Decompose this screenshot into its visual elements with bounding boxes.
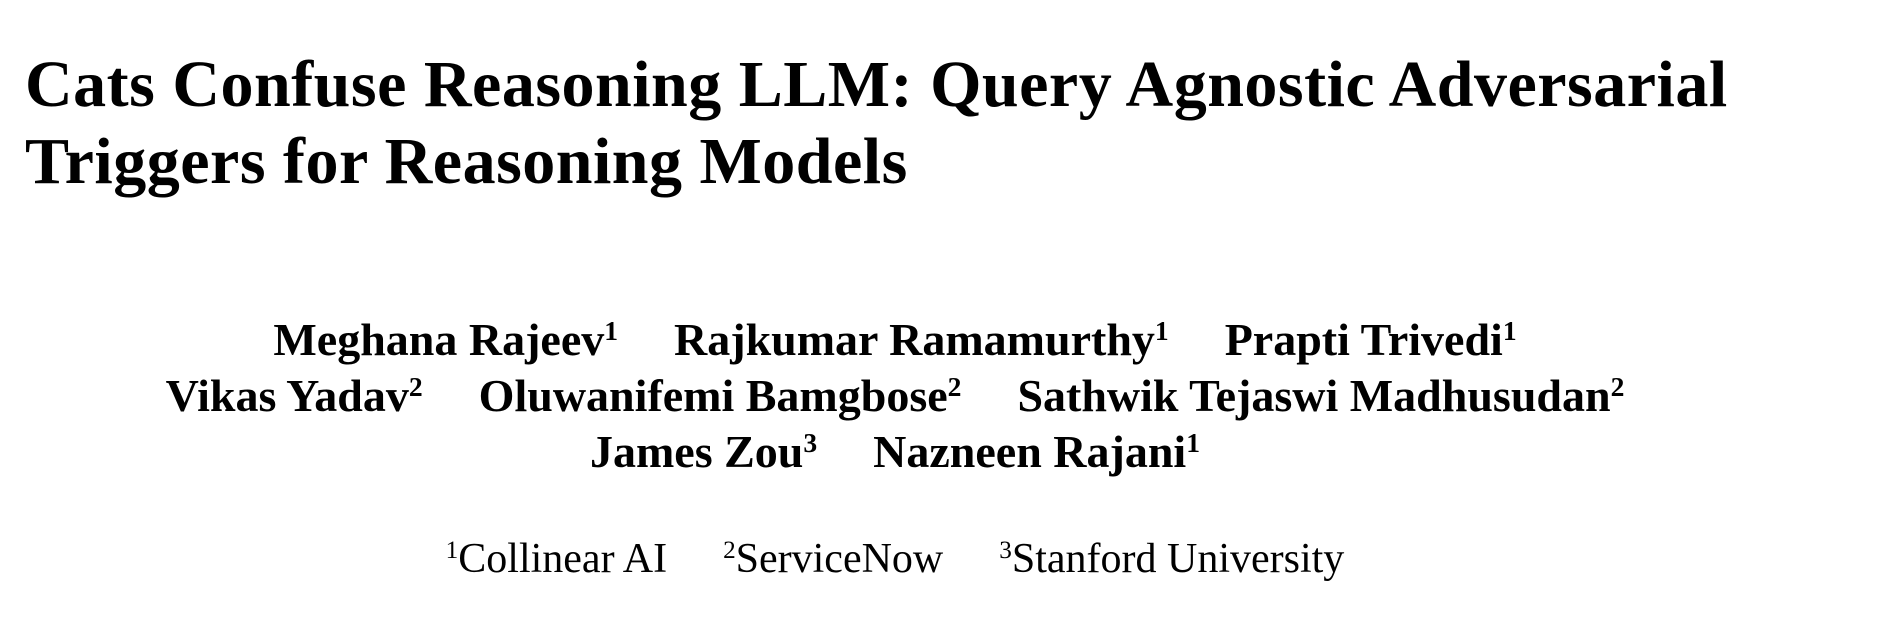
affiliation: $^2$ServiceNow	[723, 536, 944, 582]
affiliation: $^1$Collinear AI	[445, 536, 668, 582]
affiliation-superscript: 3	[999, 537, 1012, 565]
author-affiliation-superscript: 1	[1186, 426, 1201, 458]
paper-title	[0, 0, 1900, 200]
author-row	[0, 312, 1790, 368]
author-affiliation-superscript: 2	[408, 370, 423, 402]
author-name: Meghana Rajeev$^1$	[273, 314, 619, 365]
author-name: Rajkumar Ramamurthy$^1$	[674, 314, 1169, 365]
paper-title-line-1: Cats Confuse Reasoning LLM: Query Agnostic Adversarial	[25, 48, 1728, 121]
author-affiliation-superscript: 1	[1502, 314, 1517, 346]
author-name: Sathwik Tejaswi Madhusudan$^2$	[1017, 370, 1625, 421]
author-block	[0, 312, 1900, 480]
paper-title-line-2: Triggers for Reasoning Models	[25, 125, 908, 198]
author-name: Nazneen Rajani$^1$	[873, 426, 1201, 477]
author-affiliation-superscript: 2	[1610, 370, 1625, 402]
affiliation-block	[0, 534, 1900, 584]
affiliation: $^3$Stanford University	[999, 536, 1345, 582]
affiliation-superscript: 1	[445, 537, 459, 565]
author-affiliation-superscript: 3	[803, 426, 818, 458]
author-row	[0, 368, 1790, 424]
author-name: James Zou$^3$	[589, 426, 818, 477]
author-row	[0, 424, 1790, 480]
author-name: Vikas Yadav$^2$	[165, 370, 423, 421]
author-affiliation-superscript: 2	[947, 370, 962, 402]
author-name: Oluwanifemi Bamgbose$^2$	[478, 370, 962, 421]
author-affiliation-superscript: 1	[1154, 314, 1169, 346]
affiliation-superscript: 2	[723, 537, 736, 565]
author-affiliation-superscript: 1	[604, 314, 619, 346]
author-name: Prapti Trivedi$^1$	[1224, 314, 1517, 365]
